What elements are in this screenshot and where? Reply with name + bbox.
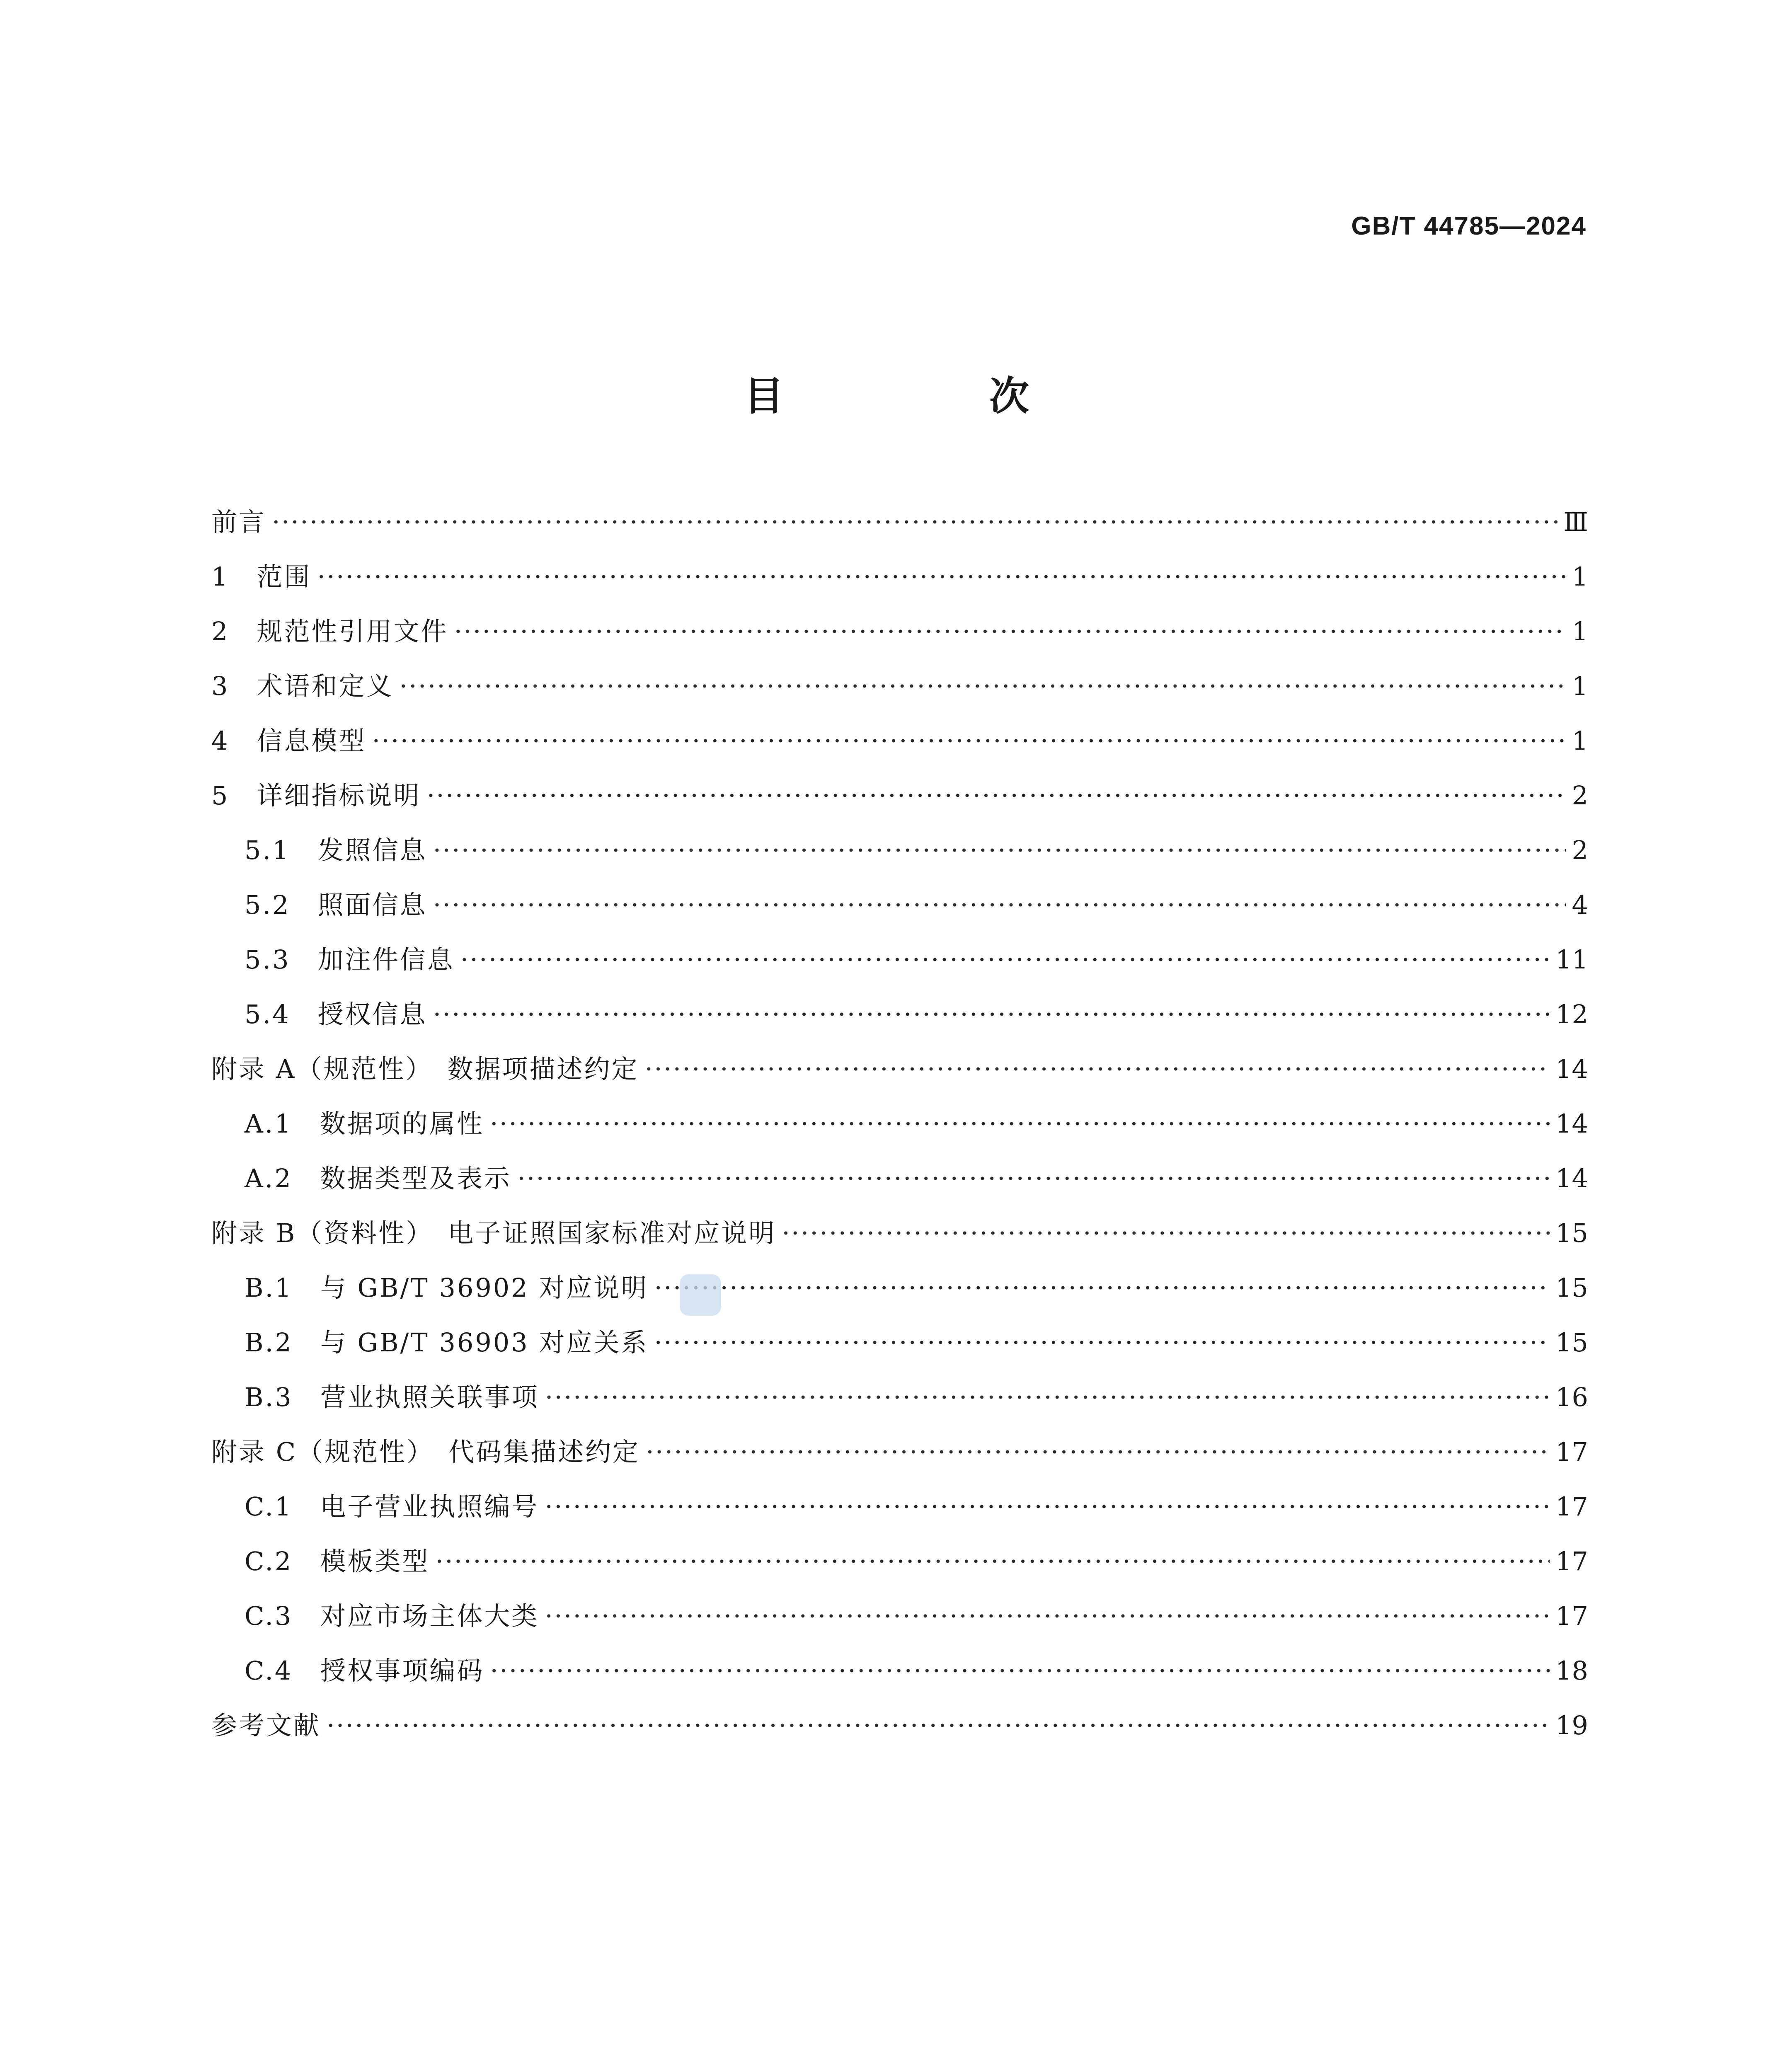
toc-entry[interactable] [211, 720, 1588, 775]
toc-entry[interactable] [211, 501, 1588, 556]
toc-entry[interactable] [211, 1377, 1588, 1431]
toc-entry-page: 18 [1555, 1656, 1588, 1686]
watermark-logo [680, 1274, 721, 1316]
toc-dot-leader [545, 1382, 1550, 1412]
toc-entry[interactable] [211, 611, 1588, 666]
toc-entry-page: 1 [1572, 616, 1588, 646]
toc-entry[interactable] [211, 1650, 1588, 1705]
toc-dot-leader [490, 1656, 1550, 1686]
toc-entry-label: 1 范围 [211, 562, 312, 592]
toc-entry[interactable] [211, 1267, 1588, 1322]
toc-entry-page: 17 [1555, 1491, 1588, 1522]
toc-entry-page: 12 [1555, 999, 1588, 1029]
toc-dot-leader [454, 616, 1566, 646]
toc-dot-leader [399, 671, 1566, 701]
toc-entry[interactable] [211, 884, 1588, 939]
toc-entry-label: B.1 与 GB/T 36902 对应说明 [245, 1273, 649, 1303]
toc-dot-leader [654, 1273, 1550, 1303]
toc-entry-label: 5 详细指标说明 [211, 780, 421, 811]
toc-dot-leader [654, 1327, 1550, 1358]
toc-entry-page: 1 [1572, 562, 1588, 592]
toc-entry-label: A.2 数据类型及表示 [245, 1163, 511, 1193]
toc-entry-page: 17 [1555, 1601, 1588, 1631]
toc-entry-label: 5.3 加注件信息 [245, 944, 455, 975]
toc-entry[interactable] [211, 1103, 1588, 1158]
toc-entry-page: 2 [1572, 835, 1588, 865]
toc-entry-page: 14 [1555, 1109, 1588, 1139]
toc-dot-leader [646, 1437, 1550, 1467]
toc-entry-label: C.2 模板类型 [245, 1546, 430, 1576]
toc-entry-page: 1 [1572, 671, 1588, 701]
toc-entry[interactable] [211, 556, 1588, 611]
toc-entry-label: 附录 C（规范性） 代码集描述约定 [211, 1437, 640, 1467]
toc-entry[interactable] [211, 666, 1588, 720]
toc-entry-page: 1 [1572, 726, 1588, 756]
toc-entry-page: 4 [1572, 890, 1588, 920]
toc-dot-leader [433, 999, 1550, 1029]
toc-dot-leader [435, 1546, 1550, 1576]
toc-entry-page: 11 [1555, 944, 1588, 975]
toc-entry[interactable] [211, 1541, 1588, 1595]
toc-entry-label: 3 术语和定义 [211, 671, 394, 701]
toc-entry-label: 前言 [211, 507, 266, 537]
standard-code: GB/T 44785—2024 [1351, 212, 1586, 240]
toc-entry[interactable] [211, 1048, 1588, 1103]
toc-dot-leader [272, 507, 1557, 537]
toc-entry-page: 15 [1555, 1327, 1588, 1358]
toc-dot-leader [317, 562, 1566, 592]
toc-entry-label: B.3 营业执照关联事项 [245, 1382, 539, 1412]
toc-entry[interactable] [211, 1213, 1588, 1267]
toc-entry-label: 4 信息模型 [211, 726, 366, 756]
toc-entry-label: 附录 B（资料性） 电子证照国家标准对应说明 [211, 1218, 776, 1248]
toc-dot-leader [433, 835, 1566, 865]
toc-entry-page: 17 [1555, 1437, 1588, 1467]
toc-dot-leader [327, 1710, 1550, 1740]
toc-entry-page: 17 [1555, 1546, 1588, 1576]
toc-entry-label: C.3 对应市场主体大类 [245, 1601, 539, 1631]
toc-entry[interactable] [211, 775, 1588, 830]
toc-dot-leader [782, 1218, 1550, 1248]
toc-dot-leader [460, 944, 1550, 975]
toc-entry-page: 15 [1555, 1218, 1588, 1248]
toc-entry-label: C.1 电子营业执照编号 [245, 1491, 539, 1522]
toc-dot-leader [490, 1109, 1550, 1139]
toc-entry-label: 5.2 照面信息 [245, 890, 427, 920]
toc-dot-leader [545, 1601, 1550, 1631]
toc-entry-page: 19 [1555, 1710, 1588, 1740]
toc-entry[interactable] [211, 1322, 1588, 1377]
toc-dot-leader [517, 1163, 1550, 1193]
toc-entry-label: 5.1 发照信息 [245, 835, 427, 865]
toc-entry-label: 5.4 授权信息 [245, 999, 427, 1029]
toc-entry-label: 参考文献 [211, 1710, 321, 1740]
toc-entry-page: 15 [1555, 1273, 1588, 1303]
toc-entry-label: 附录 A（规范性） 数据项描述约定 [211, 1054, 639, 1084]
toc-dot-leader [372, 726, 1566, 756]
toc-entry-page: 2 [1572, 780, 1588, 811]
page-title: 目 次 [744, 373, 1112, 419]
toc-entry-page: 14 [1555, 1054, 1588, 1084]
table-of-contents [211, 501, 1588, 1760]
toc-entry-page: 14 [1555, 1163, 1588, 1193]
toc-entry-label: B.2 与 GB/T 36903 对应关系 [245, 1327, 649, 1358]
toc-entry-page: 16 [1555, 1382, 1588, 1412]
toc-dot-leader [426, 780, 1566, 811]
toc-entry-page: Ⅲ [1563, 507, 1588, 537]
toc-entry[interactable] [211, 1158, 1588, 1213]
toc-entry[interactable] [211, 830, 1588, 884]
toc-entry[interactable] [211, 994, 1588, 1048]
toc-entry[interactable] [211, 1595, 1588, 1650]
toc-entry[interactable] [211, 1486, 1588, 1541]
toc-dot-leader [545, 1491, 1550, 1522]
toc-entry[interactable] [211, 939, 1588, 994]
toc-dot-leader [433, 890, 1566, 920]
toc-entry-label: C.4 授权事项编码 [245, 1656, 484, 1686]
toc-entry-label: A.1 数据项的属性 [245, 1109, 484, 1139]
toc-entry[interactable] [211, 1431, 1588, 1486]
toc-entry[interactable] [211, 1705, 1588, 1760]
toc-entry-label: 2 规范性引用文件 [211, 616, 448, 646]
toc-dot-leader [644, 1054, 1550, 1084]
